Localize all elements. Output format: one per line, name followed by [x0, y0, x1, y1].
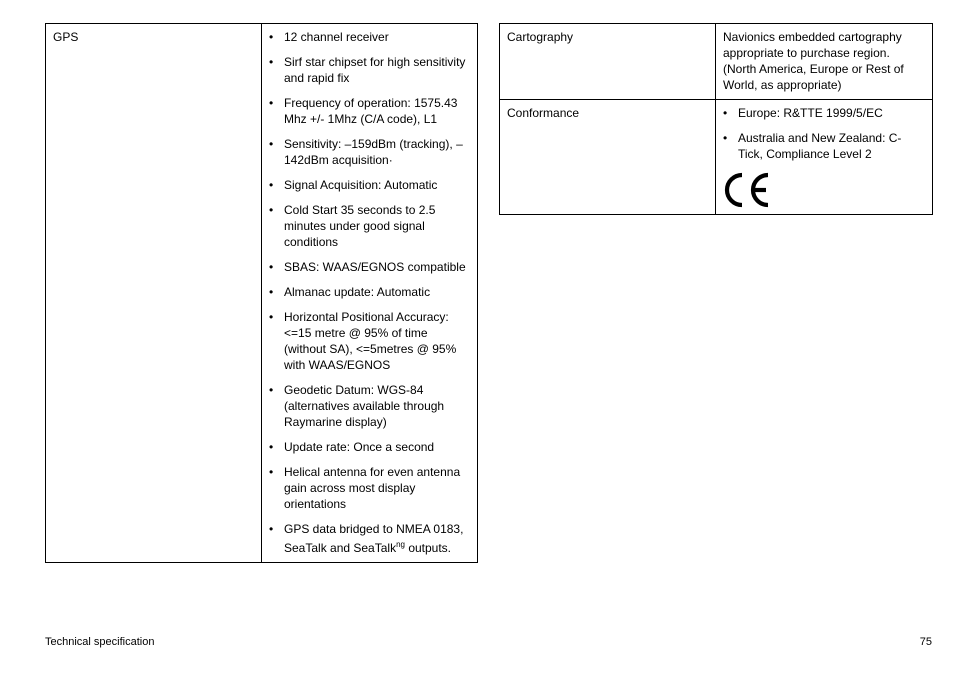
gps-item-acquisition: • Signal Acquisition: Automatic	[269, 177, 470, 193]
cartography-label: Cartography	[500, 24, 716, 100]
page-number: 75	[919, 636, 932, 648]
gps-item-accuracy: • Horizontal Positional Accuracy: <=15 metre @ 95% of time (without SA), <=5metres @ 95% with WAAS/EGNOS	[269, 309, 470, 373]
cartography-value: Navionics embedded cartography appropriate to purchase region. (North America, Europe or Rest of World, as appropriate)	[716, 24, 933, 100]
gps-item-receiver: • 12 channel receiver	[269, 29, 470, 45]
conformance-item-europe: • Europe: R&TTE 1999/5/EC	[723, 105, 925, 121]
gps-spec-table	[45, 23, 478, 563]
gps-item-antenna: • Helical antenna for even antenna gain across most display orientations	[269, 464, 470, 512]
gps-item-frequency: • Frequency of operation: 1575.43 Mhz +/- 1Mhz (C/A code), L1	[269, 95, 470, 127]
gps-outputs-text: GPS data bridged to NMEA 0183, SeaTalk and SeaTalk	[284, 522, 464, 555]
gps-outputs-suffix: outputs.	[404, 541, 452, 555]
gps-item-chipset: • Sirf star chipset for high sensitivity and rapid fix	[269, 54, 470, 86]
gps-bullet-list	[269, 29, 470, 556]
conformance-label: Conformance	[500, 100, 716, 215]
ng-superscript: ng	[396, 540, 405, 549]
gps-item-outputs	[269, 521, 470, 556]
gps-item-almanac: • Almanac update: Automatic	[269, 284, 470, 300]
cartography-conformance-table	[499, 23, 933, 215]
gps-item-cold-start: • Cold Start 35 seconds to 2.5 minutes under good signal conditions	[269, 202, 470, 250]
gps-row	[46, 24, 478, 563]
gps-details	[262, 24, 478, 563]
conformance-details	[716, 100, 933, 215]
conformance-item-australia: • Australia and New Zealand: C-Tick, Compliance Level 2	[723, 130, 925, 162]
conformance-bullet-list	[723, 105, 925, 162]
conformance-row	[500, 100, 933, 215]
gps-label: GPS	[46, 24, 262, 563]
gps-item-update-rate: • Update rate: Once a second	[269, 439, 470, 455]
footer-section-title: Technical specification	[45, 636, 155, 648]
cartography-row	[500, 24, 933, 100]
ce-mark-icon	[723, 172, 925, 208]
gps-item-sbas: • SBAS: WAAS/EGNOS compatible	[269, 259, 470, 275]
gps-item-sensitivity: • Sensitivity: –159dBm (tracking), –142dBm acquisition·	[269, 136, 470, 168]
gps-item-datum: • Geodetic Datum: WGS-84 (alternatives available through Raymarine display)	[269, 382, 470, 430]
